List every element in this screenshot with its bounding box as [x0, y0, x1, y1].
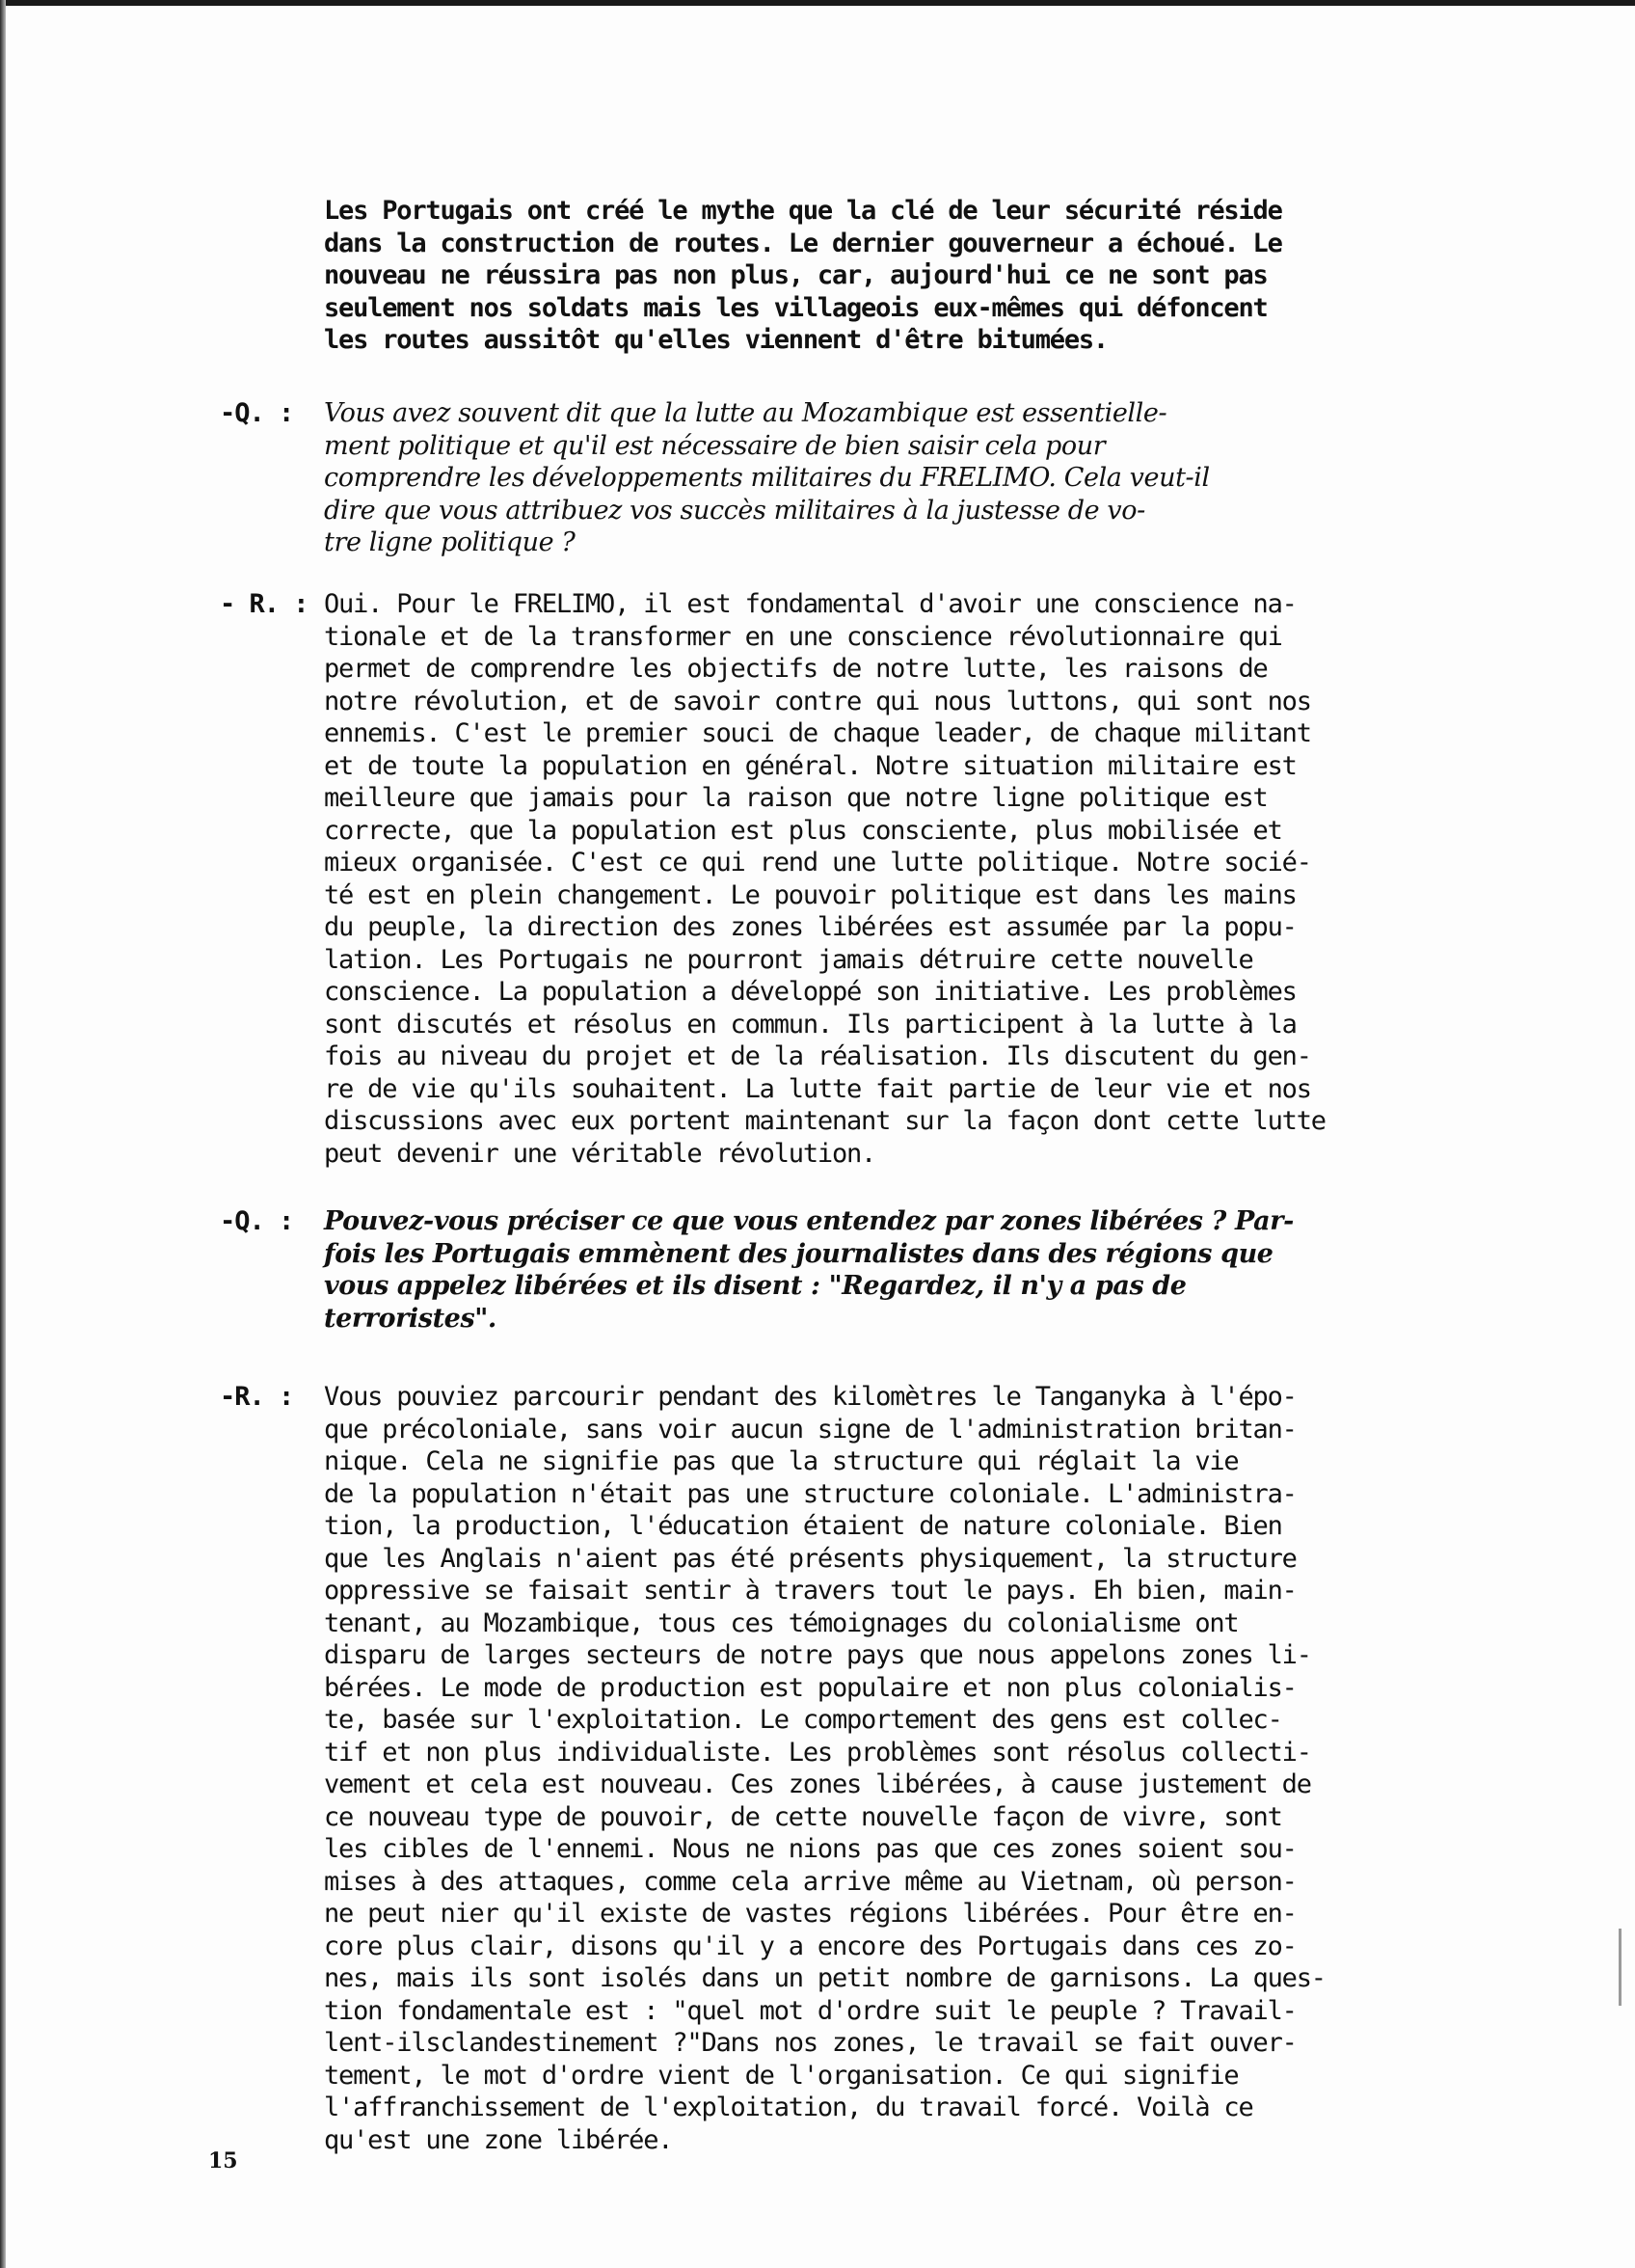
- answer-marker-2: -R. :: [220, 1382, 294, 1412]
- question-marker-1: -Q. :: [220, 398, 294, 428]
- answer-marker-1: - R. :: [220, 589, 308, 619]
- question-1: Vous avez souvent dit que la lutte au Mozambique est essentielle- ment politique et qu'il est nécessaire de bien saisir cela pour comprendre les développements militaires du FRELIMO. Cela veut-il dire que vous attribuez vos succès militaires à la justesse de vo- tre ligne politique ?: [324, 398, 1210, 557]
- scan-edge-left: [0, 0, 6, 2268]
- question-marker-2: -Q. :: [220, 1206, 294, 1236]
- question-2: Pouvez-vous préciser ce que vous entendez par zones libérées ? Par- fois les Portugais emmènent des journalistes dans des régions que vous appelez libérées et ils disent : "Regardez, il n'y a pas de terroristes".: [324, 1206, 1294, 1334]
- answer-1: Oui. Pour le FRELIMO, il est fondamental d'avoir une conscience na- tionale et de la transformer en une conscience révolutionnaire qui permet de comprendre les objectifs de notre lutte, les raisons de notre révolution, et de savoir contre qui nous luttons, qui sont nos ennemis. C'est le premier souci de chaque leader, de chaque militant et de toute la population en général. Notre situation militaire est meilleure que jamais pour la raison que notre ligne politique est correcte, que la population est plus consciente, plus mobilisée et mieux organisée. C'est ce qui rend une lutte politique. Notre socié- té est en plein changement. Le pouvoir politique est dans les mains du peuple, la direction des zones libérées est assumée par la popu- lation. Les Portugais ne pourront jamais détruire cette nouvelle conscience. La population a développé son initiative. Les problèmes sont discutés et résolus en commun. Ils participent à la lutte à la fois au niveau du projet et de la réalisation. Ils discutent du gen- re de vie qu'ils souhaitent. La lutte fait partie de leur vie et nos discussions avec eux portent maintenant sur la façon dont cette lutte peut devenir une véritable révolution.: [324, 589, 1326, 1169]
- scan-edge-top: [0, 0, 1635, 6]
- intro-paragraph: Les Portugais ont créé le mythe que la clé de leur sécurité réside dans la construction de routes. Le dernier gouverneur a échoué. Le nouveau ne réussira pas non plus, car, aujourd'hui ce ne sont pas seulement nos soldats mais les villageois eux-mêmes qui défoncent les routes aussitôt qu'elles viennent d'être bitumées.: [324, 196, 1282, 355]
- answer-2: Vous pouviez parcourir pendant des kilomètres le Tanganyka à l'épo- que précoloniale, sans voir aucun signe de l'administration britan- nique. Cela ne signifie pas que la structure qui réglait la vie de la population n'était pas une structure coloniale. L'administra- tion, la production, l'éducation étaient de nature coloniale. Bien que les Anglais n'aient pas été présents physiquement, la structure oppressive se faisait sentir à travers tout le pays. Eh bien, main- tenant, au Mozambique, tous ces témoignages du colonialisme ont disparu de larges secteurs de notre pays que nous appelons zones li- bérées. Le mode de production est populaire et non plus colonialis- te, basée sur l'exploitation. Le comportement des gens est collec- tif et non plus individualiste. Les problèmes sont résolus collecti- vement et cela est nouveau. Ces zones libérées, à cause justement de ce nouveau type de pouvoir, de cette nouvelle façon de vivre, sont les cibles de l'ennemi. Nous ne nions pas que ces zones soient sou- mises à des attaques, comme cela arrive même au Vietnam, où person- ne peut nier qu'il existe de vastes régions libérées. Pour être en- core plus clair, disons qu'il y a encore des Portugais dans ces zo- nes, mais ils sont isolés dans un petit nombre de garnisons. La ques- tion fondamentale est : "quel mot d'ordre suit le peuple ? Travail- lent-ilsclandestinement ?"Dans nos zones, le travail se fait ouver- tement, le mot d'ordre vient de l'organisation. Ce qui signifie l'affranchissement de l'exploitation, du travail forcé. Voilà ce qu'est une zone libérée.: [324, 1382, 1326, 2155]
- scan-speck: [1619, 1929, 1622, 2006]
- page-number: 15: [208, 2148, 238, 2174]
